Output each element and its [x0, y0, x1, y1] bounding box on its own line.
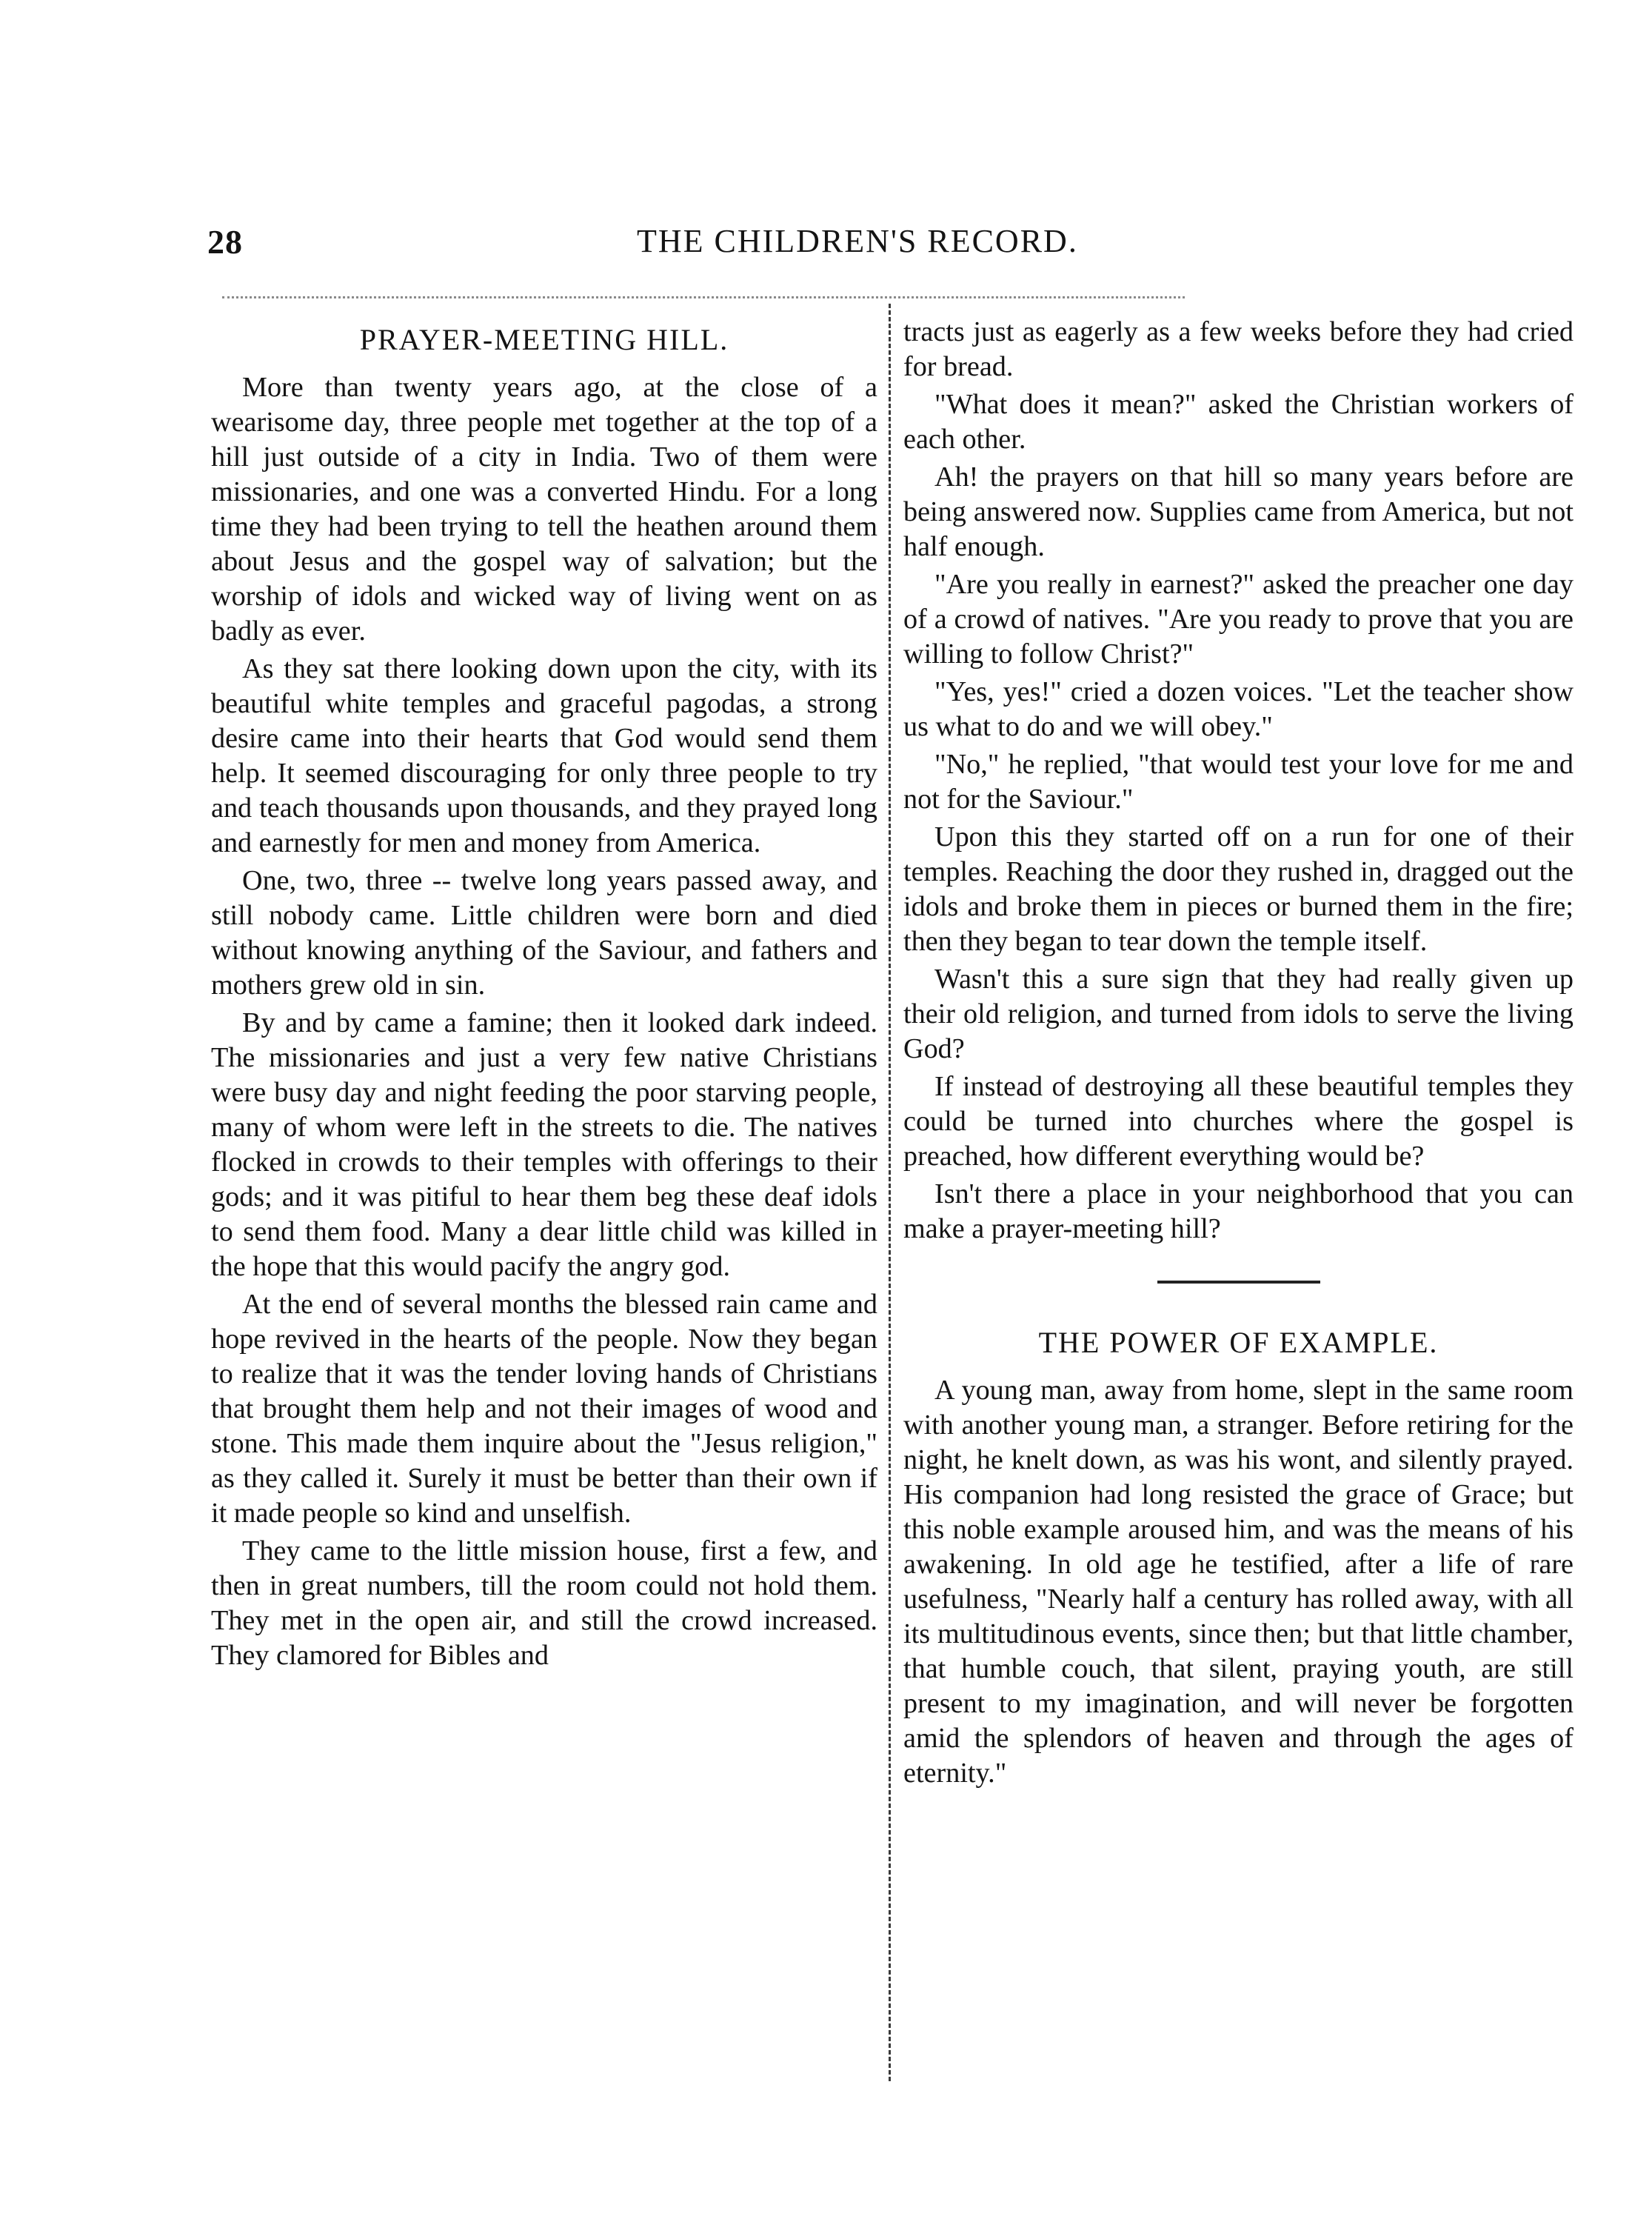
article-paragraph: One, two, three -- twelve long years passed away, and still nobody came. Little children were born and died without knowing anything of the Saviour, and fathers and mothers grew old in sin.: [211, 865, 877, 1001]
article-paragraph: "Yes, yes!" cried a dozen voices. "Let the teacher show us what to do and we will obey.": [903, 676, 1574, 742]
article-paragraph: A young man, away from home, slept in the same room with another young man, a stranger. Before retiring for the night, he knelt down, as was his wont, and silently prayed. His companion had long resisted the grace of Grace; but this noble example aroused him, and was the means of his awakening. In old age he testified, after a life of rare usefulness, "Nearly half a century has rolled away, with all its multitudinous events, since then; but that little chamber, that humble couch, that silent, praying youth, are still present to my imagination, and will never be forgotten amid the splendors of heaven and through the ages of eternity.": [903, 1375, 1574, 1789]
article-paragraph: By and by came a famine; then it looked dark indeed. The missionaries and just a very few native Christians were busy day and night feeding the poor starving people, many of whom were left in the streets to die. The natives flocked in crowds to their temples with offerings to their gods; and it was pitiful to hear them beg these deaf idols to send them food. Many a dear little child was killed in the hope that this would pacify the angry god.: [211, 1007, 877, 1282]
page-number: 28: [207, 223, 243, 261]
header-rule: [222, 296, 1185, 298]
article-paragraph: If instead of destroying all these beautiful temples they could be turned into churches where the gospel is preached, how different everything would be?: [903, 1071, 1574, 1172]
article-paragraph: tracts just as eagerly as a few weeks before they had cried for bread.: [903, 316, 1574, 382]
article-paragraph: "What does it mean?" asked the Christian workers of each other.: [903, 389, 1574, 455]
article-paragraph: At the end of several months the blessed rain came and hope revived in the hearts of the people. Now they began to realize that it was the tender loving hands of Christians that brought them help and not their images of wood and stone. This made them inquire about the "Jesus religion," as they called it. Surely it must be better than their own if it made people so kind and unselfish.: [211, 1289, 877, 1529]
article-paragraph: As they sat there looking down upon the city, with its beautiful white temples and graceful pagodas, a strong desire came into their hearts that God would send them help. It seemed discouraging for only three people to try and teach thousands upon thousands, and they prayed long and earnestly for men and money from America.: [211, 653, 877, 858]
column-divider: [889, 304, 891, 2081]
right-column: [903, 315, 1574, 1794]
page-header: [207, 222, 1185, 281]
article-paragraph: Upon this they started off on a run for one of their temples. Reaching the door they rushed in, dragged out the idols and broke them in pieces or burned them in the fire; then they began to tear down the temple itself.: [903, 821, 1574, 957]
article-paragraph: Isn't there a place in your neighborhood that you can make a prayer-meeting hill?: [903, 1178, 1574, 1244]
running-title: THE CHILDREN'S RECORD.: [637, 223, 1078, 259]
article-paragraph: Ah! the prayers on that hill so many years before are being answered now. Supplies came from America, but not half enough.: [903, 461, 1574, 562]
section-divider-rule: [1157, 1281, 1320, 1284]
article-heading-power-of-example: THE POWER OF EXAMPLE.: [1038, 1326, 1439, 1359]
article-paragraph: Wasn't this a sure sign that they had really given up their old religion, and turned from idols to serve the living God?: [903, 964, 1574, 1064]
article-paragraph: More than twenty years ago, at the close of a wearisome day, three people met together at the top of a hill just outside of a city in India. Two of them were missionaries, and one was a converted Hindu. For a long time they had been trying to tell the heathen around them about Jesus and the gospel way of salvation; but the worship of idols and wicked way of living went on as badly as ever.: [211, 372, 877, 647]
article-paragraph: "No," he replied, "that would test your love for me and not for the Saviour.": [903, 749, 1574, 815]
article-paragraph: "Are you really in earnest?" asked the preacher one day of a crowd of natives. "Are you ready to prove that you are willing to follow Christ?": [903, 569, 1574, 670]
left-column: [211, 315, 877, 1676]
article-paragraph: They came to the little mission house, first a few, and then in great numbers, till the room could not hold them. They met in the open air, and still the crowd increased. They clamored for Bibles and: [211, 1535, 877, 1671]
article-heading-prayer-meeting-hill: PRAYER-MEETING HILL.: [359, 323, 729, 356]
